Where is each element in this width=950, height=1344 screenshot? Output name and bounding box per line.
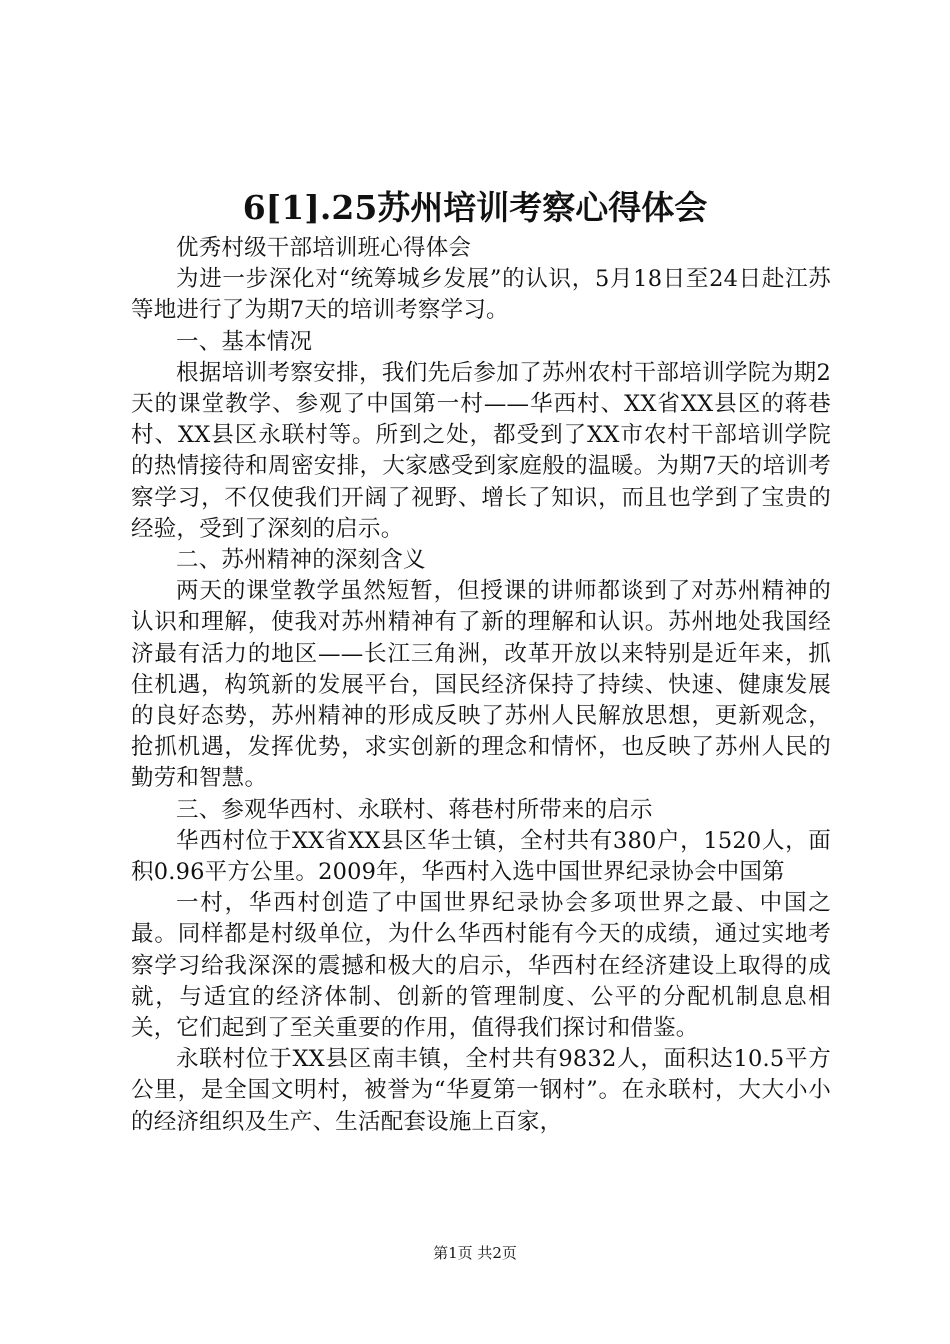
section-heading-village-visits: 三、参观华西村、永联村、蒋巷村所带来的启示 — [176, 796, 653, 823]
suzhou-spirit-paragraph: 两天的课堂教学虽然短暂，但授课的讲师都谈到了对苏州精神的认识和理解，使我对苏州精神有了新的理解和认识。苏州地处我国经济最有活力的地区——长江三角洲，改革开放以来特别是近年来，抓住机遇，构筑新的发展平台，国民经济保持了持续、快速、健康发展的良好态势，苏州精神的形成反映了苏州人民解放思想，更新观念，抢抓机遇，发挥优势，求实创新的理念和情怀，也反映了苏州人民的勤劳和智慧。 — [131, 578, 831, 792]
document-title: 6[1].25苏州培训考察心得体会 — [242, 188, 708, 227]
basic-situation-paragraph: 根据培训考察安排，我们先后参加了苏州农村干部培训学院为期2天的课堂教学、参观了中国第一村——华西村、XX省XX县区的蒋巷村、XX县区永联村等。所到之处，都受到了XX市农村干部培训学院的热情接待和周密安排，大家感受到家庭般的温暖。为期7天的培训考察学习，不仅使我们开阔了视野、增长了知识，而且也学到了宝贵的经验，受到了深刻的启示。 — [131, 359, 831, 542]
huaxi-village-paragraph: 华西村位于XX省XX县区华士镇，全村共有380户，1520人，面积0.96平方公里。2009年，华西村入选中国世界纪录协会中国第 — [131, 827, 831, 886]
section-heading-suzhou-spirit: 二、苏州精神的深刻含义 — [176, 547, 426, 574]
page-number-footer: 第1页 共2页 — [433, 1244, 517, 1262]
document-body — [131, 233, 831, 1138]
section-heading-basic-situation: 一、基本情况 — [176, 328, 313, 355]
intro-paragraph: 为进一步深化对“统筹城乡发展”的认识，5月18日至24日赴江苏等地进行了为期7天的培训考察学习。 — [131, 266, 831, 324]
document-subtitle: 优秀村级干部培训班心得体会 — [176, 235, 472, 261]
huaxi-village-continued-paragraph: 一村，华西村创造了中国世界纪录协会多项世界之最、中国之最。同样都是村级单位，为什么华西村能有今天的成绩，通过实地考察学习给我深深的震撼和极大的启示，华西村在经济建设上取得的成就，与适宜的经济体制、创新的管理制度、公平的分配机制息息相关，它们起到了至关重要的作用，值得我们探讨和借鉴。 — [131, 890, 831, 1042]
yonglian-village-paragraph: 永联村位于XX县区南丰镇，全村共有9832人，面积达10.5平方公里，是全国文明村，被誉为“华夏第一钢村”。在永联村，大大小小的经济组织及生产、生活配套设施上百家， — [131, 1046, 831, 1135]
